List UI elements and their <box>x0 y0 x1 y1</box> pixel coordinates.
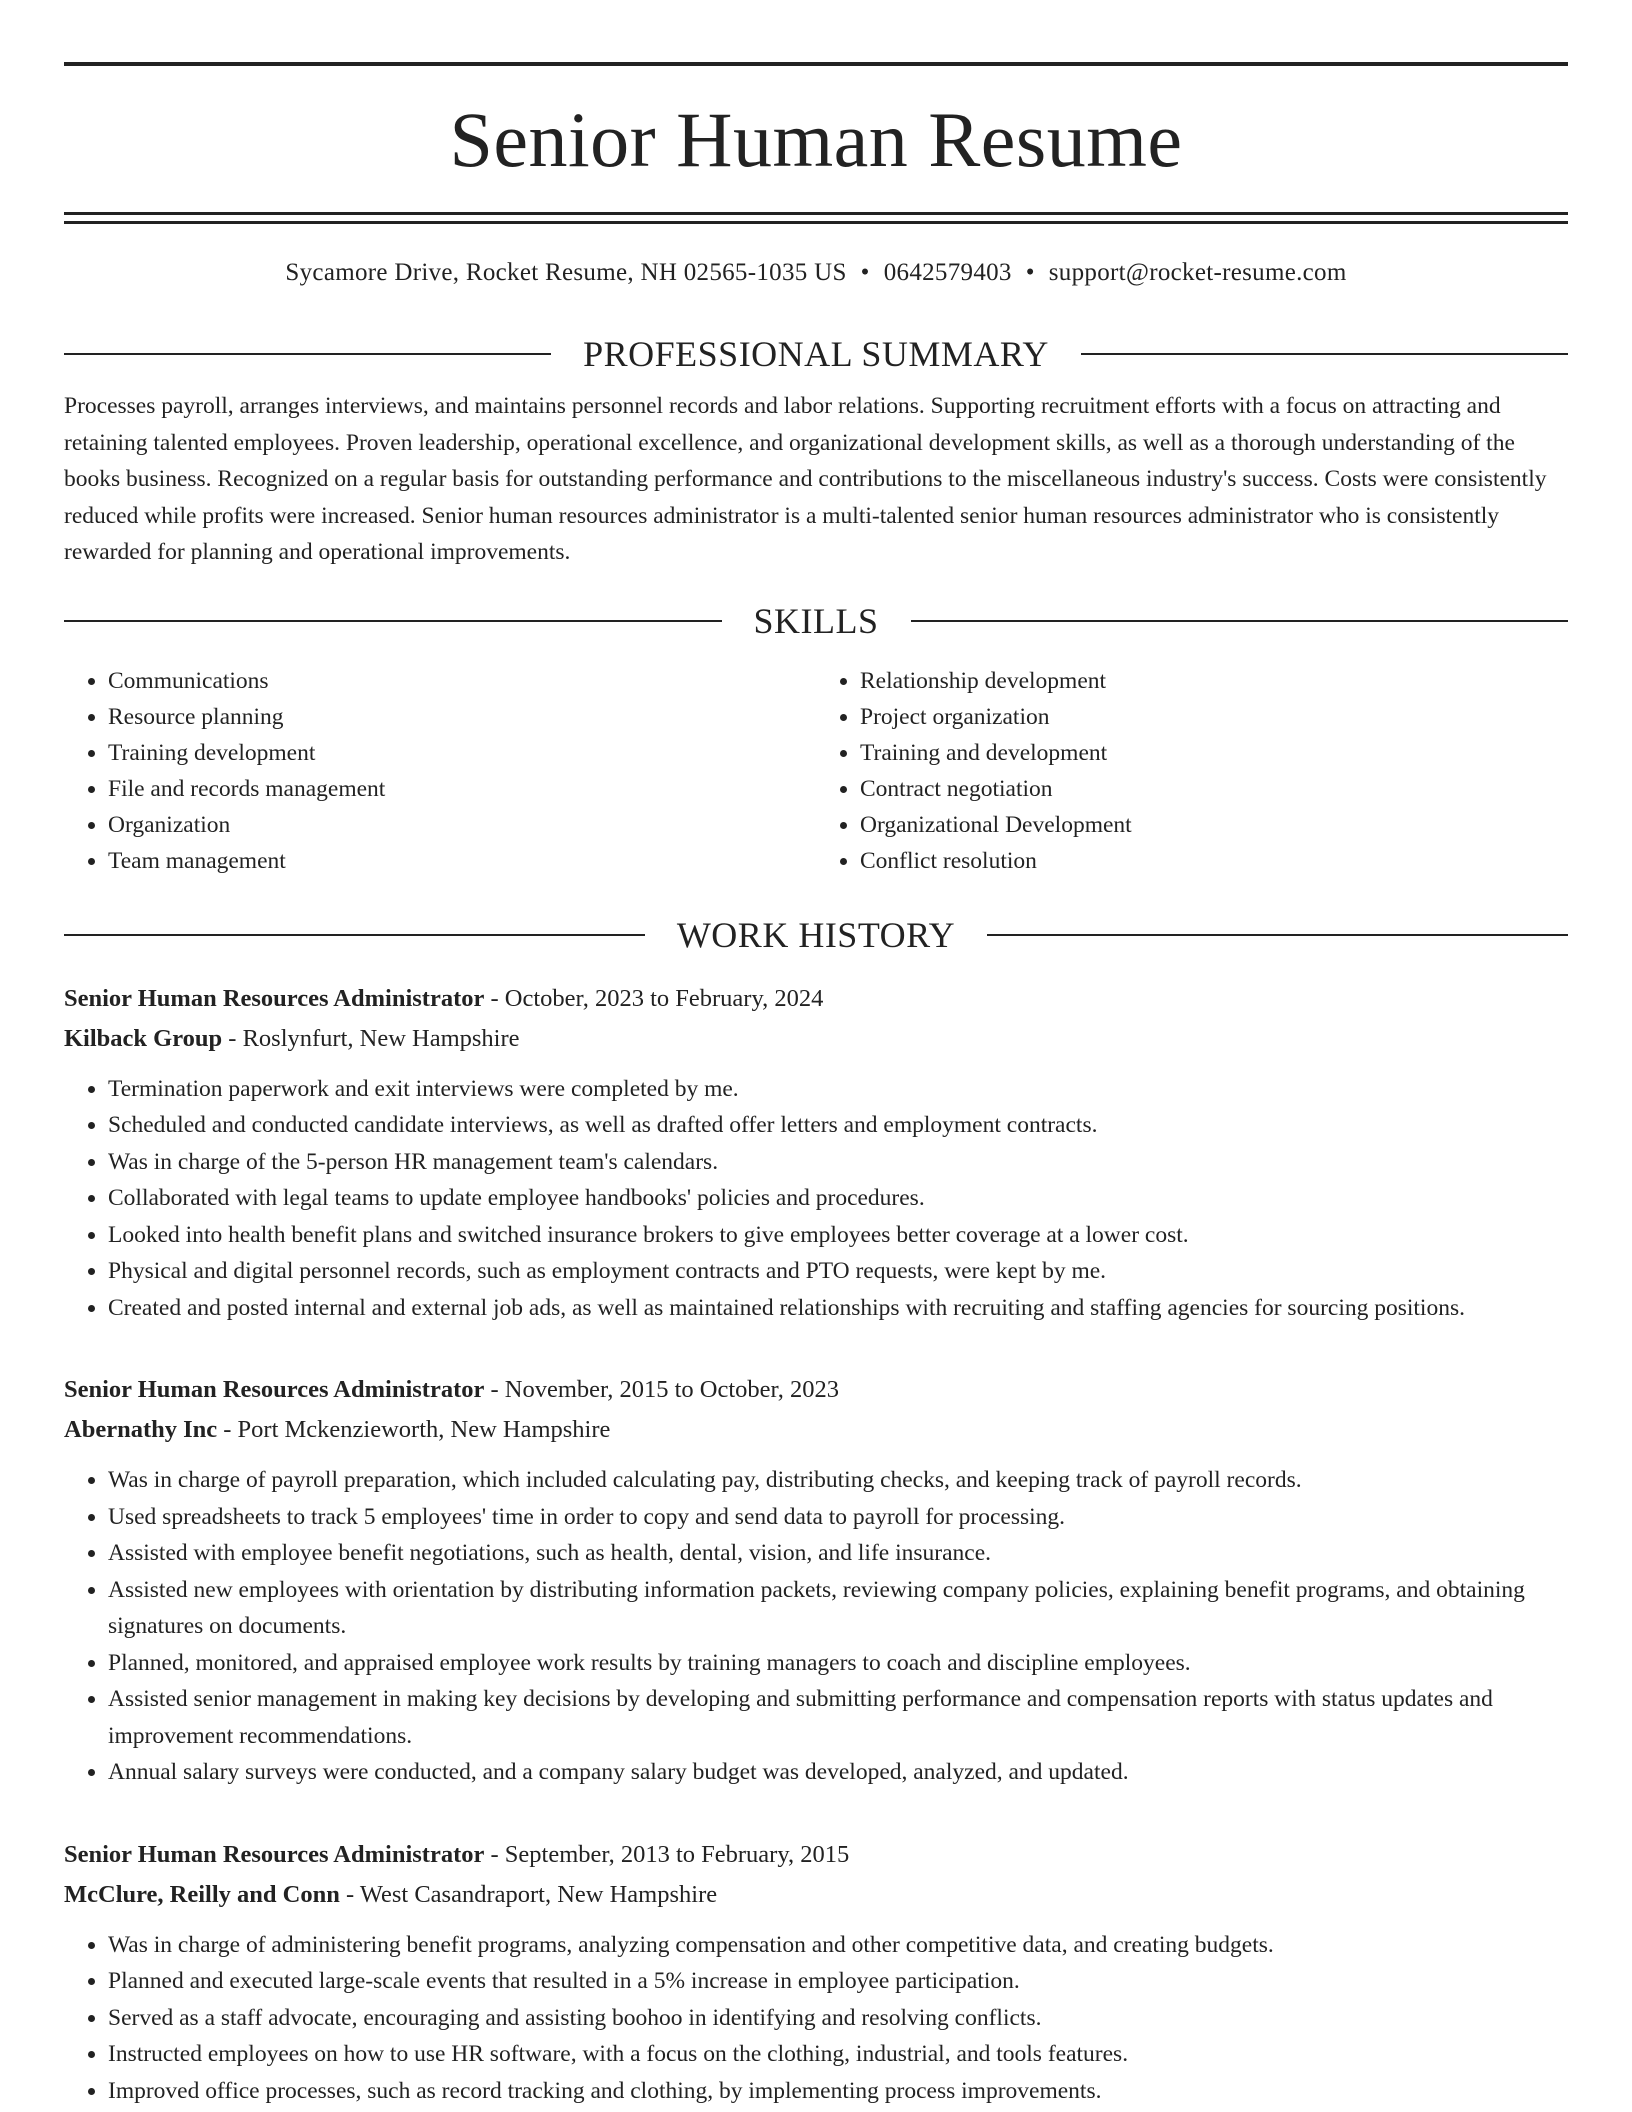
job-entry <box>64 1370 1568 1791</box>
skills-heading <box>64 601 1568 641</box>
job-bullet: • Collaborated with legal teams to update employee handbooks' policies and procedures. <box>108 1180 1568 1217</box>
skill-item: • Resource planning <box>108 699 816 735</box>
job-bullet: • Planned and executed large-scale events that resulted in a 5% increase in employee participation. <box>108 1963 1568 2000</box>
job-company-line <box>64 1410 1568 1450</box>
job-bullet: • Served as a staff advocate, encouraging and assisting boohoo in identifying and resolving conflicts. <box>108 2000 1568 2037</box>
skill-item: • Communications <box>108 663 816 699</box>
job-bullet: • Termination paperwork and exit interviews were completed by me. <box>108 1071 1568 1108</box>
job-title: Senior Human Resources Administrator <box>64 1840 485 1868</box>
job-bullet: • Looked into health benefit plans and switched insurance brokers to give employees better coverage at a lower cost. <box>108 1217 1568 1254</box>
summary-heading <box>64 334 1568 374</box>
skill-item: • Team management <box>108 843 816 879</box>
job-entry <box>64 1835 1568 2110</box>
job-bullet: • Annual salary surveys were conducted, and a company salary budget was developed, analyzed, and updated. <box>108 1754 1568 1791</box>
job-bullet: • Planned, monitored, and appraised employee work results by training managers to coach and discipline employees. <box>108 1645 1568 1682</box>
resume-title: Senior Human Resume <box>449 96 1183 183</box>
job-location: - Port Mckenzieworth, New Hampshire <box>217 1416 611 1443</box>
job-dates: - October, 2023 to February, 2024 <box>484 984 824 1012</box>
job-company-line <box>64 1875 1568 1915</box>
skill-item: • Conflict resolution <box>860 843 1568 879</box>
job-bullet: • Improved office processes, such as record tracking and clothing, by implementing process improvements. <box>108 2073 1568 2110</box>
job-bullet: • Used spreadsheets to track 5 employees' time in order to copy and send data to payroll for processing. <box>108 1499 1568 1536</box>
skill-item: • File and records management <box>108 771 816 807</box>
job-title-line <box>64 979 1568 1019</box>
contact-line <box>64 258 1568 288</box>
heading-rule-right <box>987 934 1568 936</box>
summary-heading-label: PROFESSIONAL SUMMARY <box>583 334 1049 374</box>
job-bullet: • Assisted new employees with orientation by distributing information packets, reviewing company policies, explaining benefit programs, and obtaining signatures on documents. <box>108 1572 1568 1645</box>
contact-separator: • <box>1025 259 1035 286</box>
skills-heading-label: SKILLS <box>753 600 879 641</box>
title-double-rule <box>64 212 1568 224</box>
contact-phone: 0642579403 <box>883 259 1012 286</box>
job-company: McClure, Reilly and Conn <box>64 1880 340 1908</box>
skill-item: • Organizational Development <box>860 807 1568 843</box>
skills-column-right <box>816 663 1568 879</box>
skill-item: • Training and development <box>860 735 1568 771</box>
work-history-heading-label: WORK HISTORY <box>676 914 956 955</box>
heading-rule-left <box>64 620 722 622</box>
skill-item: • Contract negotiation <box>860 771 1568 807</box>
skill-item: • Organization <box>108 807 816 843</box>
job-title-line <box>64 1370 1568 1410</box>
job-location: - Roslynfurt, New Hampshire <box>222 1024 520 1052</box>
job-bullet: • Was in charge of administering benefit programs, analyzing compensation and other competitive data, and creating budgets. <box>108 1927 1568 1964</box>
job-bullet: • Assisted senior management in making key decisions by developing and submitting performance and compensation reports with status updates and improvement recommendations. <box>108 1681 1568 1754</box>
job-title-line <box>64 1835 1568 1875</box>
job-location: - West Casandraport, New Hampshire <box>339 1880 718 1908</box>
contact-email: support@rocket-resume.com <box>1048 259 1347 286</box>
job-title: Senior Human Resources Administrator <box>64 984 485 1012</box>
job-bullet: • Physical and digital personnel records, such as employment contracts and PTO requests, were kept by me. <box>108 1253 1568 1290</box>
job-bullet: • Was in charge of the 5-person HR management team's calendars. <box>108 1144 1568 1181</box>
job-title: Senior Human Resources Administrator <box>64 1376 485 1403</box>
heading-rule-right <box>911 620 1569 622</box>
heading-rule-left <box>64 934 645 936</box>
job-company: Abernathy Inc <box>64 1416 218 1443</box>
contact-address: Sycamore Drive, Rocket Resume, NH 02565-1035 US <box>285 259 847 286</box>
job-bullet: • Scheduled and conducted candidate interviews, as well as drafted offer letters and employment contracts. <box>108 1107 1568 1144</box>
skill-item: • Project organization <box>860 699 1568 735</box>
top-rule <box>64 62 1568 66</box>
contact-separator: • <box>860 259 870 286</box>
job-bullet: • Assisted with employee benefit negotiations, such as health, dental, vision, and life insurance. <box>108 1535 1568 1572</box>
job-entry <box>64 979 1568 1327</box>
work-history-heading <box>64 915 1568 955</box>
heading-rule-left <box>64 353 551 355</box>
summary-text: Processes payroll, arranges interviews, and maintains personnel records and labor relations. Supporting recruitment efforts with a focus on attracting and retaining talented employees. Proven leadership, operational excellence, and organizational development skills, as well as a thorough understanding of the books business. Recognized on a regular basis for outstanding performance and contributions to the miscellaneous industry's success. Costs were consistently reduced while profits were increased. Senior human resources administrator is a multi-talented senior human resources administrator who is consistently rewarded for planning and operational improvements. <box>64 393 1547 565</box>
job-company: Kilback Group <box>64 1024 223 1052</box>
job-bullet: • Created and posted internal and external job ads, as well as maintained relationships with recruiting and staffing agencies for sourcing positions. <box>108 1290 1568 1327</box>
job-bullets <box>64 1071 1568 1327</box>
job-bullets <box>64 1462 1568 1791</box>
job-bullet: • Instructed employees on how to use HR software, with a focus on the clothing, industrial, and tools features. <box>108 2036 1568 2073</box>
job-bullet: • Was in charge of payroll preparation, which included calculating pay, distributing checks, and keeping track of payroll records. <box>108 1462 1568 1499</box>
skills-list <box>64 663 1568 879</box>
skills-column-left <box>64 663 816 879</box>
job-dates: - September, 2013 to February, 2015 <box>484 1840 850 1868</box>
skill-item: • Relationship development <box>860 663 1568 699</box>
job-bullets <box>64 1927 1568 2110</box>
job-dates: - November, 2015 to October, 2023 <box>484 1376 839 1403</box>
skill-item: • Training development <box>108 735 816 771</box>
heading-rule-right <box>1081 353 1568 355</box>
job-company-line <box>64 1019 1568 1059</box>
